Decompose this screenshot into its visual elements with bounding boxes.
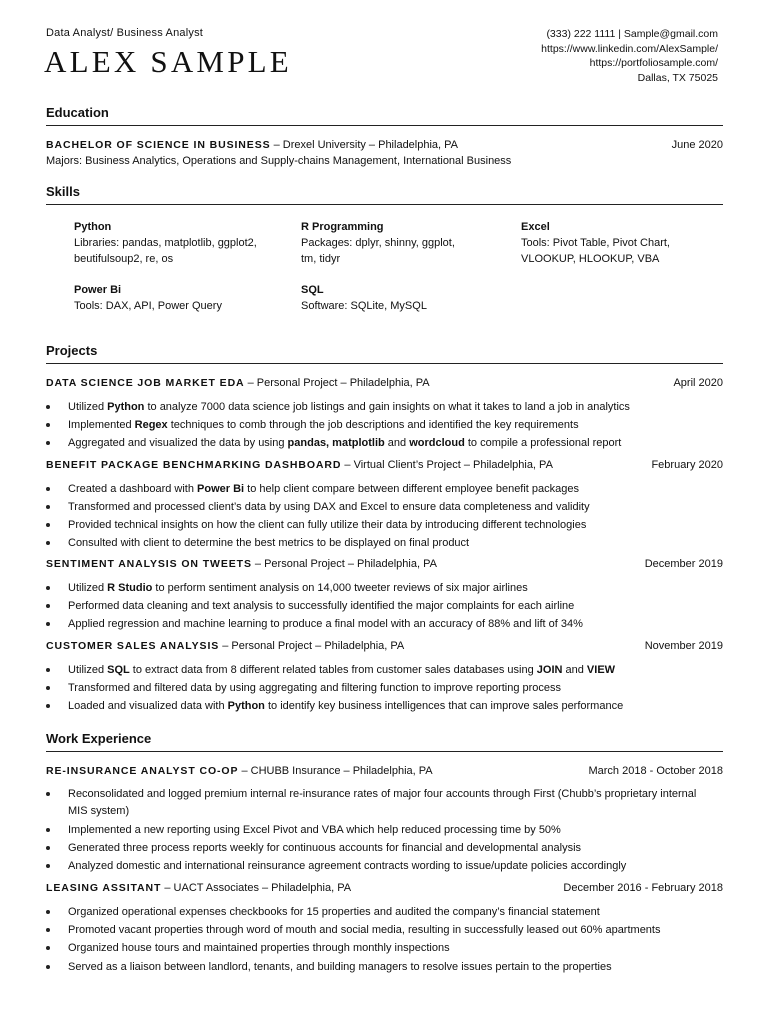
- skill-line: Software: SQLite, MySQL: [301, 300, 427, 312]
- bullet-text: Utilized Python to analyze 7000 data science job listings and gain insights on what it takes to land a job in analytics: [68, 401, 630, 413]
- bullet-dot: [46, 487, 50, 491]
- school: – Drexel University – Philadelphia, PA: [270, 139, 459, 151]
- skill-line: Tools: DAX, API, Power Query: [74, 300, 222, 312]
- bullet-text: Transformed and filtered data by using aggregating and filtering function to improve reporting process: [68, 682, 562, 694]
- bullet-text: Created a dashboard with Power Bi to help client compare between different employee benefit packages: [68, 483, 580, 495]
- projects-heading: Projects: [46, 343, 98, 358]
- bullet-text: Implemented a new reporting using Excel Pivot and VBA which help reduced processing time by 50%: [68, 824, 561, 836]
- bullet-text: Implemented Regex techniques to comb through the job descriptions and identified the key requirements: [68, 419, 579, 431]
- job-header: [46, 882, 723, 894]
- skill-sql: [301, 282, 427, 314]
- bullet-dot: [46, 864, 50, 868]
- bullet-dot: [46, 792, 50, 796]
- project-meta: – Virtual Client’s Project – Philadelphia, PA: [341, 459, 553, 471]
- bullet-dot: [46, 668, 50, 672]
- job-date: December 2016 - February 2018: [563, 882, 723, 894]
- bullet-text: Served as a liaison between landlord, tenants, and building managers to resolve issues pertain to the properties: [68, 961, 612, 973]
- skill-title: Power Bi: [74, 284, 122, 296]
- bullet-text: Utilized R Studio to perform sentiment analysis on 14,000 tweeter reviews of six major airlines: [68, 582, 528, 594]
- bullet-dot: [46, 622, 50, 626]
- bullet-dot: [46, 828, 50, 832]
- project-meta: – Personal Project – Philadelphia, PA: [251, 558, 437, 570]
- bullet-dot: [46, 604, 50, 608]
- skill-title: R Programming: [301, 221, 384, 233]
- bullet-dot: [46, 405, 50, 409]
- bullet-text: Loaded and visualized data with Python to identify key business intelligences that can improve sales performance: [68, 700, 624, 712]
- bullet-text: Reconsolidated and logged premium internal re-insurance rates of major four accounts through First (Chubb’s proprietary internal MIS system): [68, 788, 697, 817]
- bullet-text: Generated three process reports weekly for continuous accounts for financial and developmental analysis: [68, 842, 582, 854]
- project-name: DATA SCIENCE JOB MARKET EDA: [46, 377, 245, 389]
- project-name: CUSTOMER SALES ANALYSIS: [46, 640, 220, 652]
- job-header: [46, 765, 723, 777]
- project-meta: – Personal Project – Philadelphia, PA: [219, 640, 405, 652]
- bullet-text: Aggregated and visualized the data by using pandas, matplotlib and wordcloud to compile a professional report: [68, 437, 622, 449]
- skill-excel: [521, 219, 670, 267]
- bullet-dot: [46, 686, 50, 690]
- skill-line: beutifulsoup2, re, os: [74, 253, 174, 265]
- majors: Majors: Business Analytics, Operations and Supply-chains Management, International Business: [46, 155, 512, 167]
- project-date: December 2019: [644, 558, 723, 570]
- project-name: SENTIMENT ANALYSIS ON TWEETS: [46, 558, 252, 570]
- bullet-text: Applied regression and machine learning to produce a final model with an accuracy of 88% and lift of 34%: [68, 618, 583, 630]
- skill-line: tm, tidyr: [301, 253, 341, 265]
- skill-python: [74, 219, 257, 267]
- project-meta: – Personal Project – Philadelphia, PA: [244, 377, 430, 389]
- bullet-text: Transformed and processed client’s data by using DAX and Excel to ensure data completeness and validity: [68, 501, 590, 513]
- project-date: April 2020: [673, 377, 723, 389]
- bullet-text: Utilized SQL to extract data from 8 different related tables from customer sales databases using JOIN and VIEW: [68, 664, 616, 676]
- bullet-text: Organized operational expenses checkbooks for 15 properties and audited the company’s financial statement: [68, 906, 600, 918]
- bullet-dot: [46, 423, 50, 427]
- bullet-dot: [46, 965, 50, 969]
- work-divider: [46, 751, 723, 752]
- contact-info: [541, 27, 718, 85]
- project-name: BENEFIT PACKAGE BENCHMARKING DASHBOARD: [46, 459, 342, 471]
- phone-email: (333) 222 1111 | Sample@gmail.com: [546, 28, 718, 40]
- bullet-dot: [46, 910, 50, 914]
- bullet-dot: [46, 946, 50, 950]
- job-name: LEASING ASSITANT: [46, 882, 162, 894]
- skill-r-programming: [301, 219, 455, 267]
- education-date: June 2020: [671, 139, 723, 151]
- bullet-text: Performed data cleaning and text analysis to successfully identified the major complaints for each airline: [68, 600, 575, 612]
- skill-title: SQL: [301, 284, 324, 296]
- bullet-dot: [46, 704, 50, 708]
- skill-title: Python: [74, 221, 112, 233]
- bullet-dot: [46, 541, 50, 545]
- job-meta: – CHUBB Insurance – Philadelphia, PA: [238, 765, 433, 777]
- skill-line: Packages: dplyr, shinny, ggplot,: [301, 237, 455, 249]
- bullet-text: Organized house tours and maintained properties through monthly inspections: [68, 942, 450, 954]
- education-heading: Education: [46, 105, 109, 120]
- project-date: November 2019: [644, 640, 723, 652]
- skill-line: Libraries: pandas, matplotlib, ggplot2,: [74, 237, 257, 249]
- bullet-text: Provided technical insights on how the client can fully utilize their data by introducing different technologies: [68, 519, 587, 531]
- bullet-dot: [46, 846, 50, 850]
- linkedin-link[interactable]: https://www.linkedin.com/AlexSample/: [541, 42, 718, 55]
- degree: BACHELOR OF SCIENCE IN BUSINESS: [46, 139, 271, 151]
- education-divider: [46, 125, 723, 126]
- job-meta: – UACT Associates – Philadelphia, PA: [161, 882, 352, 894]
- skill-title: Excel: [521, 221, 550, 233]
- projects-divider: [46, 363, 723, 364]
- work-heading: Work Experience: [46, 731, 152, 746]
- bullet-dot: [46, 523, 50, 527]
- project-header: [46, 459, 723, 471]
- job-name: RE-INSURANCE ANALYST CO-OP: [46, 765, 239, 777]
- project-header: [46, 377, 723, 389]
- skill-power-bi: [74, 282, 222, 314]
- bullet-text: Analyzed domestic and international reinsurance agreement contracts wording to issue/update policies accordingly: [68, 860, 627, 872]
- bullet-text: Consulted with client to determine the best metrics to be displayed on final product: [68, 537, 470, 549]
- skill-line: Tools: Pivot Table, Pivot Chart,: [521, 237, 670, 249]
- candidate-name: ALEX SAMPLE: [44, 44, 292, 79]
- project-header: [46, 640, 723, 652]
- bullet-text: Promoted vacant properties through word of mouth and social media, resulting in successfully leased out 60% apartments: [68, 924, 661, 936]
- skills-heading: Skills: [46, 184, 80, 199]
- bullet-dot: [46, 441, 50, 445]
- location: Dallas, TX 75025: [637, 71, 718, 84]
- bullet-dot: [46, 928, 50, 932]
- skills-divider: [46, 204, 723, 205]
- job-date: March 2018 - October 2018: [588, 765, 723, 777]
- bullet-dot: [46, 505, 50, 509]
- project-date: February 2020: [651, 459, 723, 471]
- bullet-dot: [46, 586, 50, 590]
- education-entry: [46, 139, 723, 151]
- skill-line: VLOOKUP, HLOOKUP, VBA: [521, 253, 660, 265]
- project-header: [46, 558, 723, 570]
- job-title: Data Analyst/ Business Analyst: [46, 27, 204, 39]
- portfolio-link[interactable]: https://portfoliosample.com/: [589, 57, 718, 69]
